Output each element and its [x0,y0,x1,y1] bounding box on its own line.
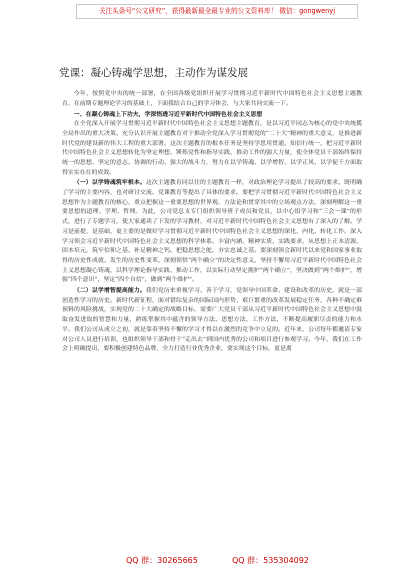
footer-contacts [0,554,408,568]
subsection-2-label: （二）以学增智提高能力。 [73,287,146,295]
subsection-1-text: 这次主题教育同以往的主题教育一样，对政治理论学习提出了较高的要求。既明确了学习的主要内容，也对研讨交流、党课教育等提出了具体的要求。要把学习贯彻习近平新时代中国特色社会主义思想作为主题教育的核心，重点把握这一重要思想的世界观、方法论和贯穿其中的立场观点方法，深刻理解这一重要思想的道理、学理、哲理。为此，公司党总支专门组织领导班子成员和党员，以中心组学习和“三会一课”的形式，进行了专题学习，使大家通读了下发的学习教材，对习近平新时代中国特色社会主义思想有了深入的了解。学习是前提，是基础，更主要的是做好学习贯彻习近平新时代中国特色社会主义思想的深化、内化、转化工作。深入学习领会习近平新时代中国特色社会主义思想的科学体系、丰富内涵、精神实质、实践要求，从思想上正本清源、固本培元，筑牢信仰之基、补足精神之钙、把稳思想之舵，夯实忠诚之基。要深刻领会新时代以来党和国家事业取得的历史性成就、发生的历史性变革，深刻领悟“两个确立”的决定性意义，坚持不懈用习近平新时代中国特色社会主义思想凝心铸魂，以科学理论指导实践、推动工作，以实际行动坚定拥护“两个确立”，坚决做到“两个维护”，增强“四个意识”，坚定“四个自信”，做到“两个维护”。 [62,180,363,284]
paragraph-subsection-1 [62,178,362,286]
paragraph-subsection-2 [62,286,362,355]
footer-qq-group-1: QQ 群：30265665 [126,556,198,565]
promo-banner: 关注头条号“公文研究”，获得最新最全最专业的公文资料库！ 微信：gongwenyj [76,4,358,19]
paragraph-intro: 今年，按照党中央的统一部署，在全国各级党组织开展学习贯彻习近平新时代中国特色社会主义思想主题教育。在前期专题理论学习的基础上，下面我结合自己的学习体会，与大家共同交流一下。 [62,91,362,107]
subsection-1-label: （一）以学铸魂筑牢根本。 [73,179,146,187]
paragraph-significance: 在全党深入开展学习贯彻习近平新时代中国特色社会主义思想主题教育，是以习近平同志为核心的党中央统揽全局作出的重大决策。充分认识开展主题教育对于推动全党深入学习贯彻党的“二十大”精神的重大意义，是推进新时代党的建设新的伟大工程的重大部署。这次主题教育的根本任务是坚持学思用贯通、知信行统一，把习近平新时代中国特色社会主义思想转化为坚定理想、锤炼党性和指导实践、推动工作的强大力量，使全体党员干部始终保持统一的思想、坚定的意志、协调的行动、强大的战斗力，努力在以学铸魂、以学增智、以学正风、以学促干方面取得实实在在的成效。 [62,121,362,176]
subsection-2-text: 我们党历来重视学习、善于学习，党领导中国革命、建设和改革的历史，就是一部创造性学习的历史。新时代新征程，面对错综复杂的国际国内形势，艰巨繁重的改革发展稳定任务，各种不确定难预料的风险挑战，实现党的二十大确定的战略目标，需要广大党员干部从习近平新时代中国特色社会主义思想中汲取奋发进取的智慧和力量，熟练掌握其中蕴含的领导方法、思想方法、工作方法，不断提高履职尽责的能力和水平。我们公司从成立之初，就是靠着坚持不懈的学习才得以在激烈的竞争中立足的。近年来，公司每年都邀请专家对公司人员进行培训，也组织领导干部和骨干“走出去”到国内优秀的公司和项目进行参观学习。今年，我们在工作会上明确提出，要积极创建特色品牌，全力打造行业优秀企业，要实现这个目标，更是离 [62,288,363,353]
document-title: 党课：凝心铸魂学思想，主动作为谋发展 [59,67,248,79]
section-heading-1: 一、在凝心铸魂上下功夫，学深悟透习近平新时代中国特色社会主义思想 [73,111,263,119]
footer-qq-group-2: QQ 群：535304092 [232,556,309,565]
document-body [62,90,362,355]
